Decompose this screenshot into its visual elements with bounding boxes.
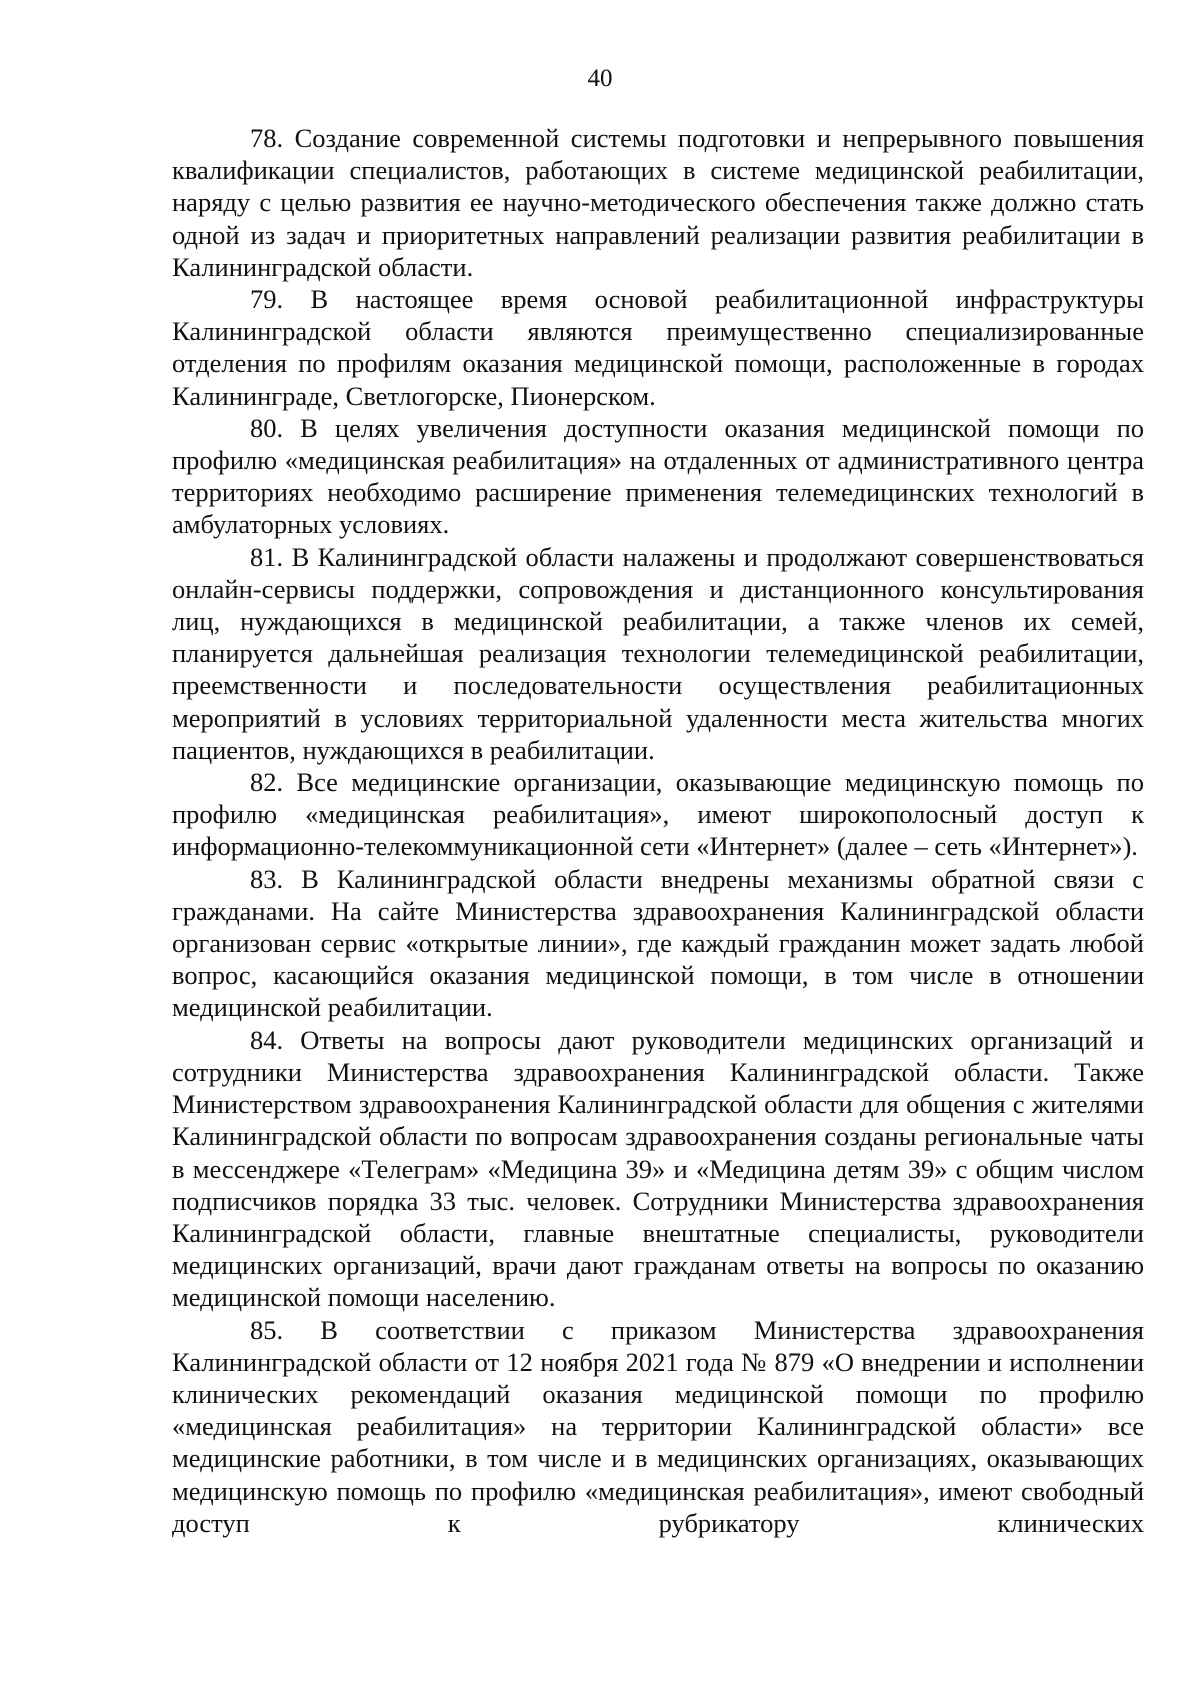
paragraph-79: 79. В настоящее время основой реабилитационной инфраструктуры Калининградской области являются преимущественно специализированные отделения по профилям оказания медицинской помощи, расположенные в городах Калининграде, Светлогорске, Пионерском. [172, 284, 1144, 411]
paragraph-83: 83. В Калининградской области внедрены механизмы обратной связи с гражданами. На сайте Министерства здравоохранения Калининградской области организован сервис «открытые линии», где каждый гражданин может задать любой вопрос, касающийся оказания медицинской помощи, в том числе в отношении медицинской реабилитации. [172, 863, 1144, 1023]
paragraph-81: 81. В Калининградской области налажены и продолжают совершенствоваться онлайн-сервисы поддержки, сопровождения и дистанционного консультирования лиц, нуждающихся в медицинской реабилитации, а также членов их семей, планируется дальнейшая реализация технологии телемедицинской реабилитации, преемственности и последовательности осуществления реабилитационных мероприятий в условиях территориальной удаленности места жительства многих пациентов, нуждающихся в реабилитации. [172, 541, 1144, 765]
paragraph-85: 85. В соответствии с приказом Министерства здравоохранения Калининградской области от 12 ноября 2021 года № 879 «О внедрении и исполнении клинических рекомендаций оказания медицинской помощи по профилю «медицинская реабилитация» на территории Калининградской области» все медицинские работники, в том числе и в медицинских организациях, оказывающих медицинскую помощь по профилю «медицинская реабилитация», имеют свободный доступ к рубрикатору клинических [172, 1314, 1144, 1538]
document-body [172, 122, 1144, 1539]
paragraph-80: 80. В целях увеличения доступности оказания медицинской помощи по профилю «медицинская реабилитация» на отдаленных от административного центра территориях необходимо расширение применения телемедицинских технологий в амбулаторных условиях. [172, 412, 1144, 540]
page-number: 40 [587, 65, 613, 92]
paragraph-84: 84. Ответы на вопросы дают руководители медицинских организаций и сотрудники Министерства здравоохранения Калининградской области. Также Министерством здравоохранения Калининградской области для общения с жителями Калининградской области по вопросам здравоохранения созданы региональные чаты в мессенджере «Телеграм» «Медицина 39» и «Медицина детям 39» с общим числом подписчиков порядка 33 тыс. человек. Сотрудники Министерства здравоохранения Калининградской области, главные внештатные специалисты, руководители медицинских организаций, врачи дают гражданам ответы на вопросы по оказанию медицинской помощи населению. [172, 1024, 1144, 1313]
paragraph-82: 82. Все медицинские организации, оказывающие медицинскую помощь по профилю «медицинская реабилитация», имеют широкополосный доступ к информационно-телекоммуникационной сети «Интернет» (далее – сеть «Интернет»). [172, 767, 1144, 862]
paragraph-78: 78. Создание современной системы подготовки и непрерывного повышения квалификации специалистов, работающих в системе медицинской реабилитации, наряду с целью развития ее научно-методического обеспечения также должно стать одной из задач и приоритетных направлений реализации развития реабилитации в Калининградской области. [172, 123, 1144, 282]
